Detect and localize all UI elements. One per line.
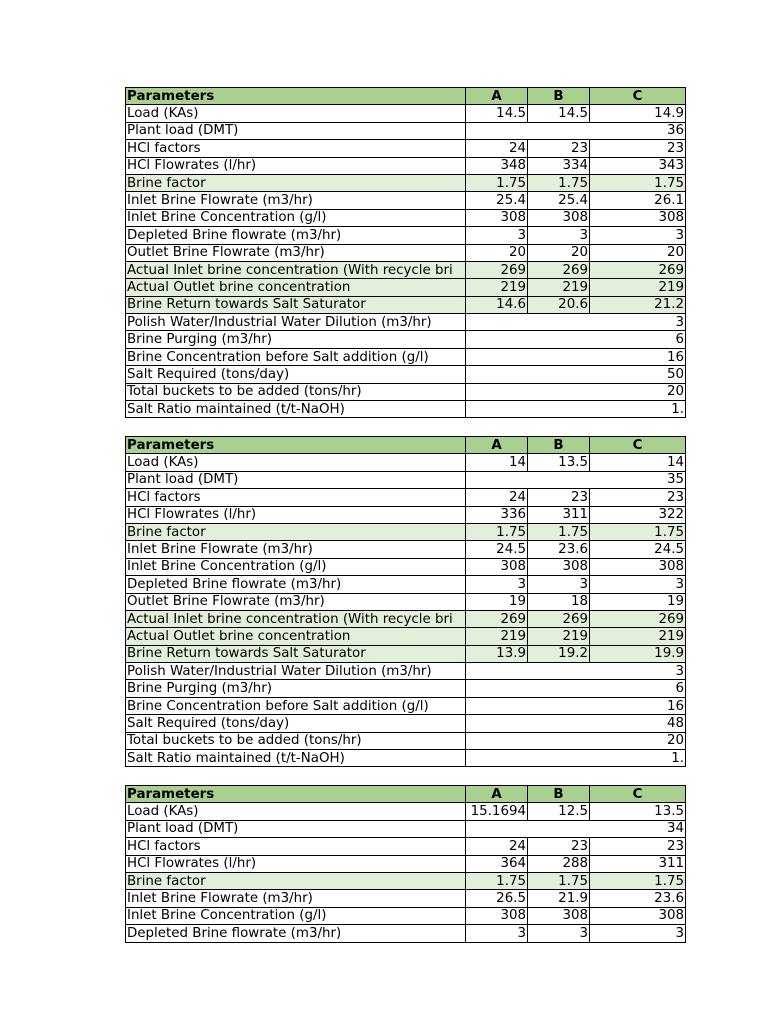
table-row [126,820,686,837]
table-row [126,732,686,749]
value-cell-b: 288 [528,855,590,872]
value-cell-a: 14 [466,454,528,471]
value-cell-b: 219 [528,279,590,296]
table-row [126,697,686,714]
row-label: Actual Outlet brine concentration [126,279,466,296]
value-cell-b: 3 [528,227,590,244]
row-label: Load (KAs) [126,105,466,122]
table-row [126,925,686,942]
value-cell-c: 20 [590,244,686,261]
row-label: Depleted Brine flowrate (m3/hr) [126,576,466,593]
table-block-3 [125,785,684,943]
table-row [126,383,686,400]
table-block-2 [125,436,684,767]
row-label: Inlet Brine Flowrate (m3/hr) [126,192,466,209]
value-cell-b: 269 [528,261,590,278]
value-cell-a: 3 [466,576,528,593]
value-cell-c: 311 [590,855,686,872]
value-cell-b: 3 [528,925,590,942]
value-cell-c: 14.9 [590,105,686,122]
table-row [126,576,686,593]
row-label: Salt Required (tons/day) [126,366,466,383]
row-label: Brine Purging (m3/hr) [126,331,466,348]
row-label: HCl Flowrates (l/hr) [126,855,466,872]
table-row [126,454,686,471]
row-label: Load (KAs) [126,454,466,471]
table-row [126,140,686,157]
table-row [126,157,686,174]
row-label: HCl factors [126,140,466,157]
value-cell-a: 26.5 [466,890,528,907]
row-label: Inlet Brine Concentration (g/l) [126,209,466,226]
value-cell-a: 1.75 [466,174,528,191]
row-label: Plant load (DMT) [126,122,466,139]
header-row [126,88,686,105]
value-cell-c: 219 [590,279,686,296]
value-cell-a: 3 [466,227,528,244]
value-cell-b: 308 [528,907,590,924]
row-label: Outlet Brine Flowrate (m3/hr) [126,244,466,261]
merged-value-cell: 35 [466,471,686,488]
table-row [126,122,686,139]
header-parameters: Parameters [126,786,466,803]
value-cell-a: 19 [466,593,528,610]
row-label: Brine factor [126,523,466,540]
header-col-b: B [528,786,590,803]
table-row [126,558,686,575]
row-label: HCl Flowrates (l/hr) [126,157,466,174]
row-label: Load (KAs) [126,803,466,820]
value-cell-b: 23 [528,140,590,157]
table-row [126,663,686,680]
value-cell-c: 26.1 [590,192,686,209]
row-label: Depleted Brine flowrate (m3/hr) [126,227,466,244]
value-cell-a: 336 [466,506,528,523]
row-label: Brine Return towards Salt Saturator [126,645,466,662]
merged-value-cell: 34 [466,820,686,837]
value-cell-b: 308 [528,209,590,226]
header-parameters: Parameters [126,88,466,105]
table-row [126,192,686,209]
value-cell-c: 3 [590,227,686,244]
value-cell-c: 13.5 [590,803,686,820]
value-cell-c: 23 [590,838,686,855]
value-cell-b: 13.5 [528,454,590,471]
row-label: Total buckets to be added (tons/hr) [126,383,466,400]
table-row [126,174,686,191]
row-label: Plant load (DMT) [126,471,466,488]
table-row [126,628,686,645]
row-label: Brine Concentration before Salt addition (g/l) [126,697,466,714]
header-col-a: A [466,437,528,454]
value-cell-a: 15.1694 [466,803,528,820]
value-cell-c: 24.5 [590,541,686,558]
table-row [126,838,686,855]
merged-value-cell: 20 [466,383,686,400]
row-label: Inlet Brine Flowrate (m3/hr) [126,541,466,558]
value-cell-c: 308 [590,558,686,575]
row-label: Inlet Brine Concentration (g/l) [126,558,466,575]
table-row [126,331,686,348]
value-cell-a: 219 [466,628,528,645]
table-row [126,750,686,767]
value-cell-c: 322 [590,506,686,523]
header-row [126,437,686,454]
value-cell-b: 311 [528,506,590,523]
value-cell-a: 24.5 [466,541,528,558]
value-cell-a: 308 [466,209,528,226]
value-cell-a: 269 [466,610,528,627]
merged-value-cell: 3 [466,663,686,680]
row-label: Actual Outlet brine concentration [126,628,466,645]
table-row [126,279,686,296]
table-row [126,593,686,610]
value-cell-b: 3 [528,576,590,593]
merged-value-cell: 48 [466,715,686,732]
table-row [126,872,686,889]
merged-value-cell: 1. [466,401,686,418]
header-col-c: C [590,786,686,803]
value-cell-b: 20.6 [528,296,590,313]
row-label: Brine factor [126,174,466,191]
row-label: Salt Required (tons/day) [126,715,466,732]
value-cell-c: 19.9 [590,645,686,662]
table-block-1 [125,87,684,418]
value-cell-a: 24 [466,140,528,157]
value-cell-b: 269 [528,610,590,627]
value-cell-b: 1.75 [528,174,590,191]
value-cell-b: 219 [528,628,590,645]
row-label: Plant load (DMT) [126,820,466,837]
table-row [126,348,686,365]
merged-value-cell: 6 [466,680,686,697]
value-cell-b: 23 [528,838,590,855]
row-label: Total buckets to be added (tons/hr) [126,732,466,749]
row-label: Salt Ratio maintained (t/t-NaOH) [126,401,466,418]
row-label: Depleted Brine flowrate (m3/hr) [126,925,466,942]
table-row [126,401,686,418]
value-cell-b: 1.75 [528,523,590,540]
table-row [126,610,686,627]
table-row [126,541,686,558]
table-row [126,244,686,261]
parameters-table [125,436,686,767]
value-cell-a: 3 [466,925,528,942]
value-cell-c: 23.6 [590,890,686,907]
value-cell-c: 23 [590,140,686,157]
value-cell-a: 308 [466,558,528,575]
row-label: Polish Water/Industrial Water Dilution (m3/hr) [126,314,466,331]
merged-value-cell: 50 [466,366,686,383]
value-cell-c: 14 [590,454,686,471]
value-cell-c: 1.75 [590,523,686,540]
merged-value-cell: 6 [466,331,686,348]
row-label: Inlet Brine Concentration (g/l) [126,907,466,924]
value-cell-b: 334 [528,157,590,174]
value-cell-a: 20 [466,244,528,261]
merged-value-cell: 3 [466,314,686,331]
value-cell-a: 14.5 [466,105,528,122]
row-label: Brine Concentration before Salt addition (g/l) [126,348,466,365]
row-label: HCl factors [126,489,466,506]
table-row [126,506,686,523]
table-row [126,296,686,313]
header-col-c: C [590,88,686,105]
table-row [126,907,686,924]
value-cell-a: 219 [466,279,528,296]
value-cell-a: 1.75 [466,872,528,889]
row-label: HCl Flowrates (l/hr) [126,506,466,523]
table-row [126,680,686,697]
value-cell-c: 3 [590,576,686,593]
header-parameters: Parameters [126,437,466,454]
parameters-table [125,785,686,943]
value-cell-c: 3 [590,925,686,942]
header-col-a: A [466,786,528,803]
merged-value-cell: 36 [466,122,686,139]
value-cell-c: 308 [590,209,686,226]
table-row [126,105,686,122]
value-cell-c: 269 [590,261,686,278]
table-row [126,645,686,662]
value-cell-c: 1.75 [590,872,686,889]
row-label: HCl factors [126,838,466,855]
value-cell-b: 23.6 [528,541,590,558]
value-cell-a: 308 [466,907,528,924]
row-label: Inlet Brine Flowrate (m3/hr) [126,890,466,907]
value-cell-b: 23 [528,489,590,506]
table-row [126,227,686,244]
table-row [126,890,686,907]
value-cell-b: 19.2 [528,645,590,662]
merged-value-cell: 20 [466,732,686,749]
value-cell-a: 1.75 [466,523,528,540]
value-cell-b: 308 [528,558,590,575]
value-cell-b: 20 [528,244,590,261]
value-cell-c: 269 [590,610,686,627]
value-cell-b: 21.9 [528,890,590,907]
value-cell-b: 1.75 [528,872,590,889]
table-row [126,523,686,540]
row-label: Brine Return towards Salt Saturator [126,296,466,313]
value-cell-b: 18 [528,593,590,610]
table-row [126,209,686,226]
value-cell-c: 343 [590,157,686,174]
row-label: Brine factor [126,872,466,889]
value-cell-a: 24 [466,838,528,855]
value-cell-a: 348 [466,157,528,174]
header-col-b: B [528,88,590,105]
table-row [126,803,686,820]
row-label: Brine Purging (m3/hr) [126,680,466,697]
value-cell-b: 12.5 [528,803,590,820]
table-row [126,366,686,383]
value-cell-c: 19 [590,593,686,610]
header-col-b: B [528,437,590,454]
table-row [126,314,686,331]
value-cell-a: 269 [466,261,528,278]
row-label: Outlet Brine Flowrate (m3/hr) [126,593,466,610]
merged-value-cell: 1. [466,750,686,767]
header-row [126,786,686,803]
value-cell-a: 364 [466,855,528,872]
row-label: Salt Ratio maintained (t/t-NaOH) [126,750,466,767]
value-cell-a: 13.9 [466,645,528,662]
header-col-c: C [590,437,686,454]
value-cell-c: 21.2 [590,296,686,313]
value-cell-c: 1.75 [590,174,686,191]
table-row [126,471,686,488]
value-cell-b: 14.5 [528,105,590,122]
table-row [126,855,686,872]
row-label: Actual Inlet brine concentration (With recycle bri [126,261,466,278]
value-cell-c: 23 [590,489,686,506]
value-cell-a: 25.4 [466,192,528,209]
row-label: Actual Inlet brine concentration (With recycle bri [126,610,466,627]
row-label: Polish Water/Industrial Water Dilution (m3/hr) [126,663,466,680]
value-cell-c: 219 [590,628,686,645]
value-cell-c: 308 [590,907,686,924]
value-cell-a: 24 [466,489,528,506]
merged-value-cell: 16 [466,348,686,365]
table-row [126,261,686,278]
table-row [126,715,686,732]
parameters-table [125,87,686,418]
header-col-a: A [466,88,528,105]
table-row [126,489,686,506]
value-cell-a: 14.6 [466,296,528,313]
value-cell-b: 25.4 [528,192,590,209]
merged-value-cell: 16 [466,697,686,714]
